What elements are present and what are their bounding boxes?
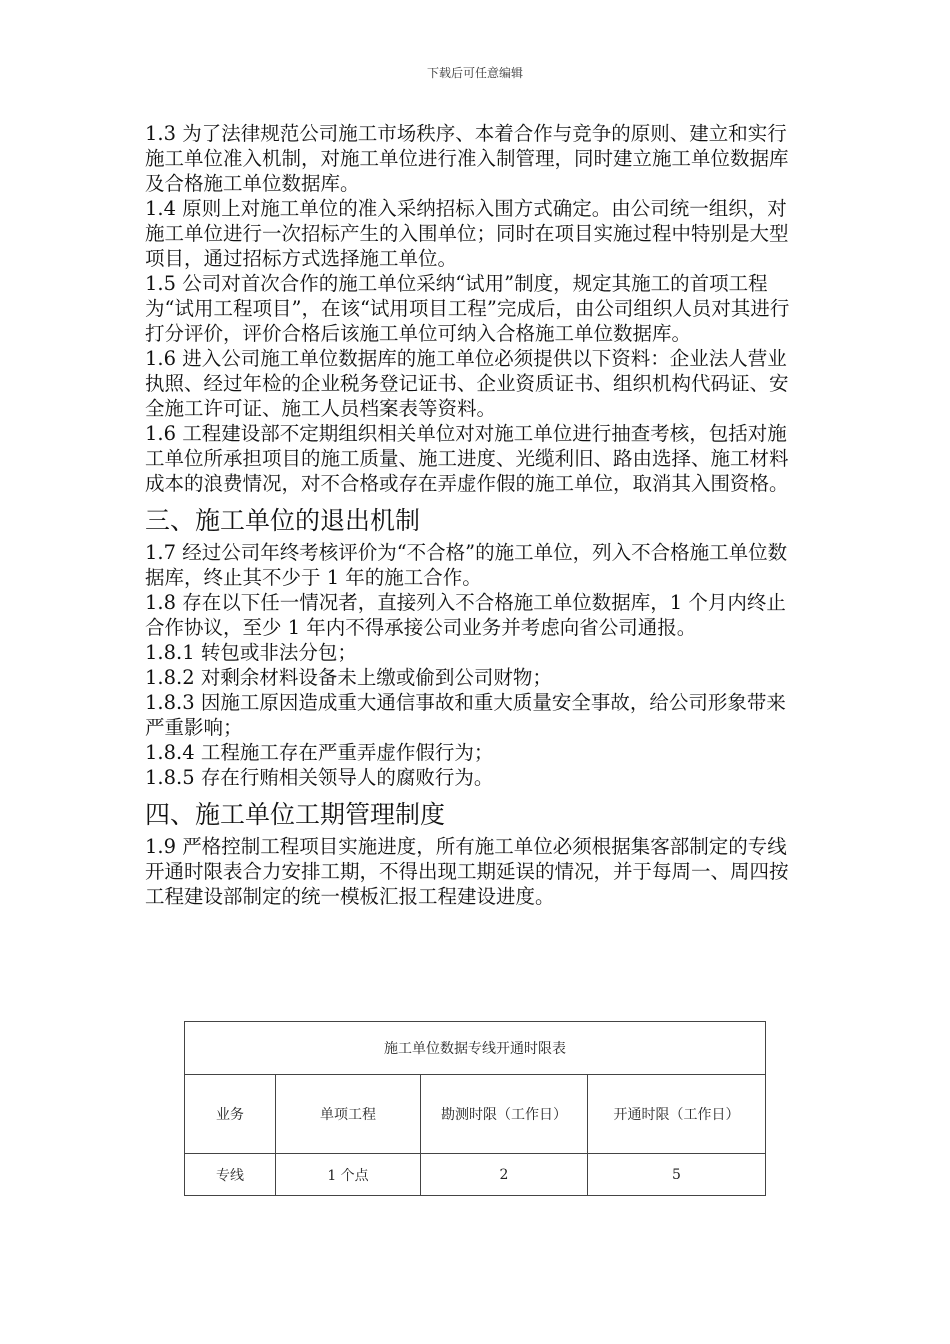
paragraph-1-8-2: 1.8.2 对剩余材料设备未上缴或偷到公司财物； bbox=[145, 666, 552, 689]
document-body bbox=[145, 121, 805, 909]
paragraph-1-3: 1.3 为了法律规范公司施工市场秩序、本着合作与竞争的原则、建立和实行施工单位准入机制，对施工单位进行准入制管理，同时建立施工单位数据库及合格施工单位数据库。 bbox=[145, 122, 789, 195]
table-header-opening-limit: 开通时限（工作日） bbox=[588, 1075, 766, 1154]
paragraph-1-4: 1.4 原则上对施工单位的准入采纳招标入围方式确定。由公司统一组织，对施工单位进行一次招标产生的入围单位；同时在项目实施过程中特别是大型项目，通过招标方式选择施工单位。 bbox=[145, 197, 789, 270]
table-header-survey-limit: 勘测时限（工作日） bbox=[421, 1075, 588, 1154]
page-header-note: 下载后可任意编辑 bbox=[426, 66, 523, 80]
paragraph-1-8-3: 1.8.3 因施工原因造成重大通信事故和重大质量安全事故，给公司形象带来严重影响； bbox=[145, 691, 786, 739]
table-cell-survey-limit: 2 bbox=[421, 1154, 588, 1196]
paragraph-1-6-inspection: 1.6 工程建设部不定期组织相关单位对对施工单位进行抽查考核，包括对施工单位所承担项目的施工质量、施工进度、光缆利旧、路由选择、施工材料成本的浪费情况，对不合格或存在弄虚作假的施工单位，取消其入围资格。 bbox=[145, 422, 789, 495]
table-title: 施工单位数据专线开通时限表 bbox=[185, 1022, 766, 1075]
section-heading-schedule-management: 四、施工单位工期管理制度 bbox=[145, 800, 446, 829]
paragraph-1-9: 1.9 严格控制工程项目实施进度，所有施工单位必须根据集客部制定的专线开通时限表合力安排工期，不得出现工期延误的情况，并于每周一、周四按工程建设部制定的统一模板汇报工程建设进度。 bbox=[145, 835, 789, 908]
section-heading-exit-mechanism: 三、施工单位的退出机制 bbox=[145, 506, 421, 535]
table-cell-business: 专线 bbox=[185, 1154, 276, 1196]
paragraph-1-8: 1.8 存在以下任一情况者，直接列入不合格施工单位数据库，1 个月内终止合作协议，至少 1 年内不得承接公司业务并考虑向省公司通报。 bbox=[145, 591, 786, 639]
table-header-project: 单项工程 bbox=[276, 1075, 421, 1154]
paragraph-1-7: 1.7 经过公司年终考核评价为“不合格”的施工单位，列入不合格施工单位数据库，终止其不少于 1 年的施工合作。 bbox=[145, 541, 788, 589]
table-cell-project: 1 个点 bbox=[276, 1154, 421, 1196]
paragraph-1-8-4: 1.8.4 工程施工存在严重弄虚作假行为； bbox=[145, 741, 494, 764]
paragraph-1-6-materials: 1.6 进入公司施工单位数据库的施工单位必须提供以下资料：企业法人营业执照、经过年检的企业税务登记证书、企业资质证书、组织机构代码证、安全施工许可证、施工人员档案表等资料。 bbox=[145, 347, 789, 420]
paragraph-1-8-5: 1.8.5 存在行贿相关领导人的腐败行为。 bbox=[145, 766, 494, 789]
line-opening-time-limit-table bbox=[184, 1021, 766, 1196]
table-row bbox=[185, 1154, 766, 1196]
paragraph-1-5: 1.5 公司对首次合作的施工单位采纳“试用”制度，规定其施工的首项工程为“试用工程项目”，在该“试用项目工程”完成后，由公司组织人员对其进行打分评价，评价合格后该施工单位可纳入合格施工单位数据库。 bbox=[145, 272, 790, 345]
table-header-business: 业务 bbox=[185, 1075, 276, 1154]
table-cell-opening-limit: 5 bbox=[588, 1154, 766, 1196]
paragraph-1-8-1: 1.8.1 转包或非法分包； bbox=[145, 641, 357, 664]
